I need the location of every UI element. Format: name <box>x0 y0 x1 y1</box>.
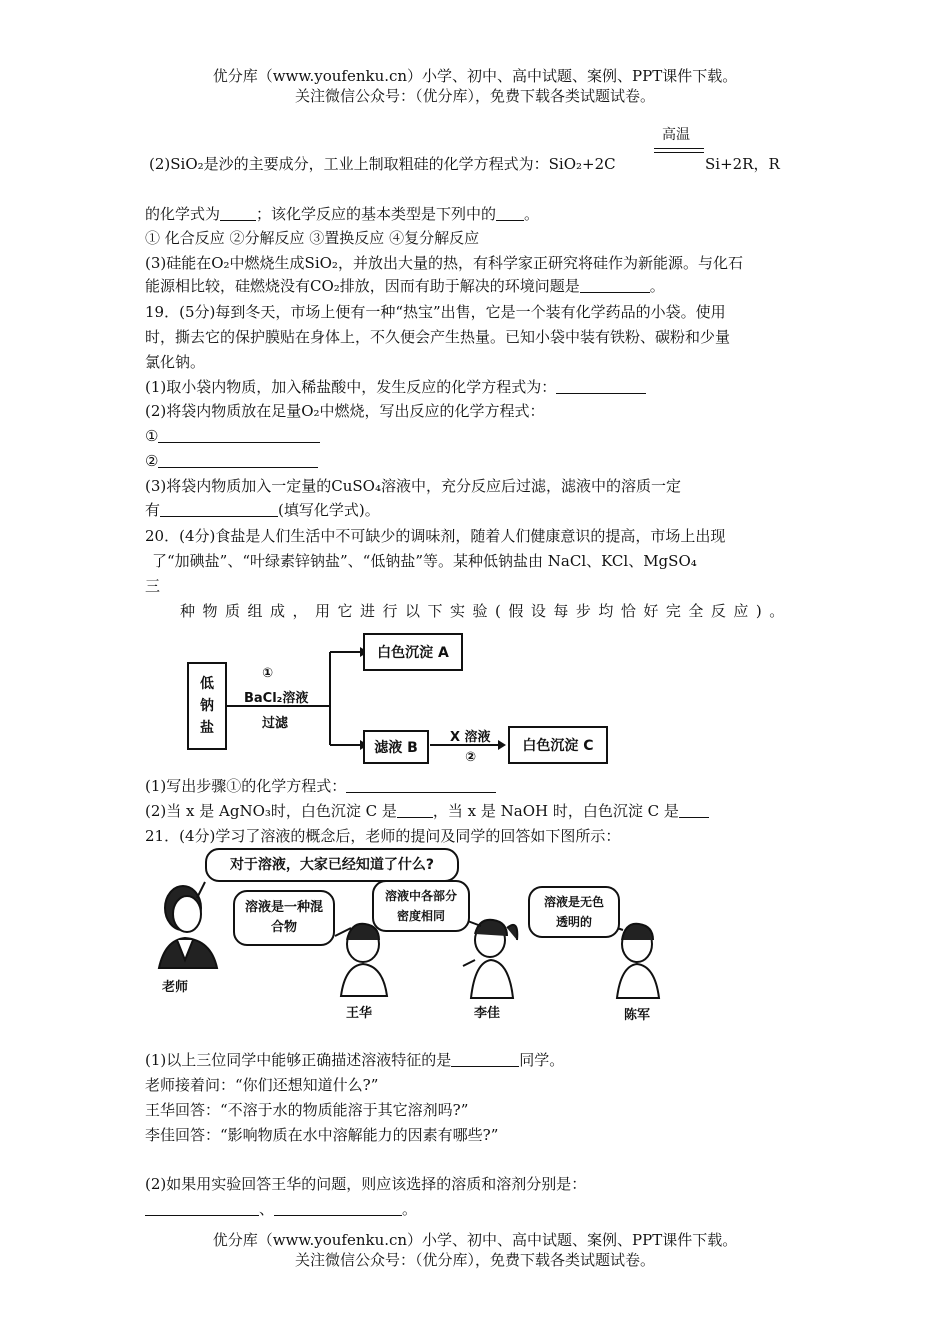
step2-reagent: X 溶液 <box>450 730 491 745</box>
q19-intro-line1: 19．(5分)每到冬天，市场上便有一种“热宝”出售，它是一个装有化学药品的小袋。使用 <box>145 303 726 321</box>
teacher-figure <box>159 886 217 968</box>
wanghua-speech-bubble: 溶液是一种混合物 <box>233 890 335 946</box>
q20-part1: (1)写出步骤①的化学方程式： <box>145 776 496 796</box>
answer-blank-q20-1[interactable] <box>346 777 496 793</box>
precipitate-c-box: 白色沉淀 C <box>508 726 608 764</box>
precipitate-a-box: 白色沉淀 A <box>363 633 463 671</box>
q19-part2: (2)将袋内物质放在足量O₂中燃烧，写出反应的化学方程式： <box>145 402 545 420</box>
q19-part1: (1)取小袋内物质，加入稀盐酸中，发生反应的化学方程式为： <box>145 377 646 397</box>
answer-blank-q19-2a[interactable] <box>158 427 320 443</box>
q18-part3-line1: (3)硅能在O₂中燃烧生成SiO₂，并放出大量的热，有科学家正研究将硅作为新能源。与化石 <box>145 254 743 272</box>
chenjun-figure <box>617 924 659 998</box>
wanghua-name-label: 王华 <box>346 1006 373 1021</box>
q19-part2b: ② <box>145 451 318 471</box>
q18-part3-line2: 能源相比较，硅燃烧没有CO₂排放，因而有助于解决的环境问题是 。 <box>145 277 665 295</box>
q19-part3-line1: (3)将袋内物质加入一定量的CuSO₄溶液中，充分反应后过滤，滤液中的溶质一定 <box>145 477 681 495</box>
teacher-speech-bubble: 对于溶液，大家已经知道了什么? <box>205 848 459 882</box>
q20-intro-line3: 三 <box>145 577 161 595</box>
answer-blank-q19-2b[interactable] <box>158 452 318 468</box>
q18-part2-line2: 的化学式为 ；该化学反应的基本类型是下列中的 。 <box>145 205 540 223</box>
chenjun-name-label: 陈军 <box>624 1008 651 1023</box>
equation-double-line-bottom <box>654 152 704 153</box>
header-line-1: 优分库（www.youfenku.cn）小学、初中、高中试题、案例、PPT课件下载。 <box>212 67 738 85</box>
q20-intro-line1: 20．(4分)食盐是人们生活中不可缺少的调味剂，随着人们健康意识的提高，市场上出现 <box>145 527 726 545</box>
q21-dialog-wanghua: 王华回答：“不溶于水的物质能溶于其它溶剂吗?” <box>145 1101 469 1119</box>
q18-options: ① 化合反应 ②分解反应 ③置换反应 ④复分解反应 <box>145 229 480 247</box>
q20-intro-line4: 种物质组成，用它进行以下实验(假设每步均恰好完全反应)。 <box>180 602 792 620</box>
step1-operation: 过滤 <box>262 716 289 731</box>
header-line-2: 关注微信公众号：（优分库），免费下载各类试题试卷。 <box>294 87 655 105</box>
teacher-name-label: 老师 <box>162 980 189 995</box>
q18-formula-label: 的化学式为 <box>145 205 221 223</box>
q21-part1: (1)以上三位同学中能够正确描述溶液特征的是 同学。 <box>145 1051 565 1069</box>
q19-intro-line3: 氯化钠。 <box>145 353 206 371</box>
q21-part2-answers: 、 。 <box>145 1199 417 1219</box>
answer-blank-solute[interactable] <box>145 1200 259 1216</box>
reaction-condition: 高温 <box>662 127 690 143</box>
q18-part2-line1-product: Si+2R，R <box>705 155 780 173</box>
answer-blank-q21-1[interactable] <box>451 1051 519 1067</box>
answer-blank-formula[interactable] <box>220 205 256 221</box>
answer-blank-type[interactable] <box>496 205 524 221</box>
step2-number: ② <box>465 750 477 765</box>
wanghua-figure <box>341 924 387 996</box>
step1-reagent: BaCl₂溶液 <box>244 691 309 706</box>
q19-intro-line2: 时，撕去它的保护膜贴在身体上，不久便会产生热量。已知小袋中装有铁粉、碳粉和少量 <box>145 328 731 346</box>
q20-part2: (2)当 x 是 AgNO₃时，白色沉淀 C 是 ，当 x 是 NaOH 时，白色沉淀 C 是 <box>145 801 709 821</box>
chenjun-speech-bubble: 溶液是无色透明的 <box>528 886 620 938</box>
footer-line-1: 优分库（www.youfenku.cn）小学、初中、高中试题、案例、PPT课件下载。 <box>212 1231 738 1249</box>
answer-blank-solvent[interactable] <box>274 1200 402 1216</box>
equation-double-line-top <box>654 148 704 149</box>
q21-dialog-teacher: 老师接着问：“你们还想知道什么?” <box>145 1076 379 1094</box>
q21-intro: 21．(4分)学习了溶液的概念后，老师的提问及同学的回答如下图所示： <box>145 827 621 845</box>
footer-line-2: 关注微信公众号：（优分库），免费下载各类试题试卷。 <box>294 1251 655 1269</box>
start-box-low-sodium-salt: 低 钠 盐 <box>187 662 227 750</box>
answer-blank-environment[interactable] <box>580 277 650 293</box>
q18-type-label: ；该化学反应的基本类型是下列中的 <box>256 205 497 223</box>
lijia-figure <box>463 920 517 998</box>
answer-blank-q20-2a[interactable] <box>397 802 433 818</box>
step1-number: ① <box>262 666 274 681</box>
answer-blank-q19-1[interactable] <box>556 378 646 394</box>
q21-part2: (2)如果用实验回答王华的问题，则应该选择的溶质和溶剂分别是： <box>145 1175 587 1193</box>
filtrate-b-box: 滤液 B <box>363 730 429 764</box>
q19-part2a: ① <box>145 426 320 446</box>
answer-blank-q19-3[interactable] <box>160 501 278 517</box>
q19-part3-line2: 有 (填写化学式)。 <box>145 501 380 519</box>
lijia-name-label: 李佳 <box>474 1006 501 1021</box>
answer-blank-q20-2b[interactable] <box>679 802 709 818</box>
q18-part2-line1: (2)SiO₂是沙的主要成分，工业上制取粗硅的化学方程式为：SiO₂+2C <box>149 155 616 173</box>
q21-dialog-lijia: 李佳回答：“影响物质在水中溶解能力的因素有哪些?” <box>145 1126 499 1144</box>
q20-intro-line2: 了“加碘盐”、“叶绿素锌钠盐”、“低钠盐”等。某种低钠盐由 NaCl、KCl、MgSO₄ <box>152 552 697 570</box>
lijia-speech-bubble: 溶液中各部分密度相同 <box>372 880 470 932</box>
